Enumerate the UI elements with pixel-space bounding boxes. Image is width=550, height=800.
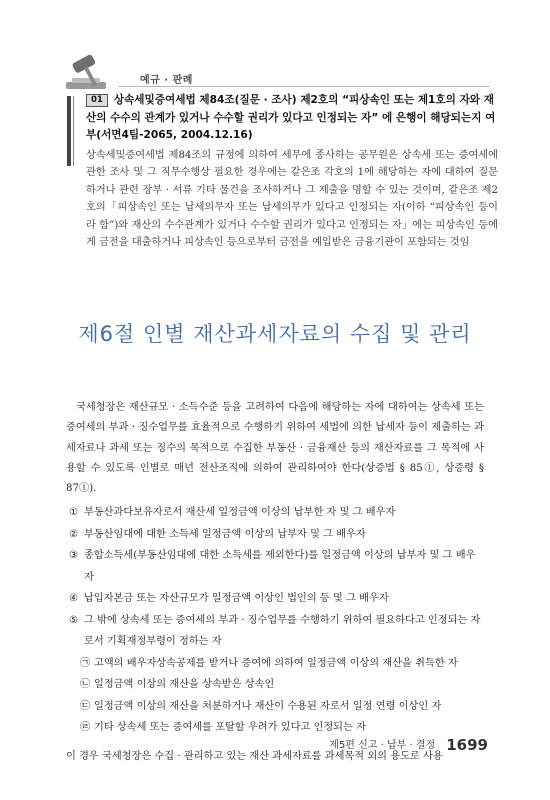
item-number: ④ <box>69 593 79 605</box>
list-item <box>66 524 484 546</box>
closing-paragraph: 이 경우 국세청장은 수집 · 관리하고 있는 재산 과세자료를 과세목적 외의 용도로 사용 <box>66 750 443 762</box>
ruling-number-badge: 01 <box>86 94 108 107</box>
list-item <box>66 696 484 718</box>
ruling-title: 상속세및증여세법 제84조(질문 · 조사) 제2호의 “피상속인 또는 제1호의 자와 재산의 수수의 관계가 있거나 수수할 권리가 있다고 인정되는 자” 에 은행이 해당되는지 여부(서면4팀-2065, 2004.12.16) <box>86 94 496 141</box>
intro-paragraph: 국세청장은 재산규모 · 소득수준 등을 고려하여 다음에 해당하는 자에 대하여는 상속세 또는 증여세의 부과 · 징수업무를 효율적으로 수행하기 위하여 세법에 의한 납세자 등이 제출하는 과세자료나 과세 또는 징수의 목적으로 수집한 부동산 · 금융재산 등의 재산자료를 그 목적에 사용할 수 있도록 인별로 매년 전산조직에 의하여 관리하여야 한다(상증법 § 85①, 상증령 § 87①). <box>66 402 484 495</box>
list-item <box>66 588 484 610</box>
subitem-number: ㉣ <box>80 722 91 734</box>
item-number: ② <box>69 528 79 540</box>
list-item <box>66 545 484 588</box>
ruling-bar-thin <box>73 96 74 166</box>
subitem-text: 일정금액 이상의 재산을 처분하거나 재산이 수용된 자로서 일정 연령 이상인 자 <box>94 700 442 712</box>
item-text: 그 밖에 상속세 또는 증여세의 부과 · 징수업무를 수행하기 위하여 필요하다고 인정되는 자로서 기획재정부령이 정하는 자 <box>84 614 481 648</box>
item-text: 부동산과다보유자로서 재산세 일정금액 이상의 납부한 자 및 그 배우자 <box>84 507 396 519</box>
ruling-body: 상속세및증여세법 제84조의 규정에 의하여 세무에 종사하는 공무원은 상속세 또는 증여세에 관한 조사 및 그 직무수행상 필요한 경우에는 같은조 각호의 1에 해당하는 자에 대하여 질문하거나 관련 장부 · 서류 기타 물건을 조사하거나 그 제출을 명할 수 있는 것이며, 같은조 제2호의「피상속인 또는 납세의무자 또는 납세의무가 있다고 인정되는 자(이하 “피상속인 등이라 함”)와 재산의 수수관계가 있거나 수수할 권리가 있다고 인정되는 자」에는 피상속인 등에게 금전을 대출하거나 피상속인 등으로부터 금전을 예입받은 금융기관이 포함되는 것임 <box>86 149 498 249</box>
subitem-list <box>66 653 484 739</box>
ruling-heading <box>66 92 498 145</box>
subitem-number: ㉡ <box>80 679 91 691</box>
subitem-text: 기타 상속세 또는 증여세를 포탈할 우려가 있다고 인정되는 자 <box>94 722 366 734</box>
main-content <box>66 398 484 767</box>
item-text: 종합소득세(부동산임대에 대한 소득세를 제외한다)를 일정금액 이상의 납부자 및 그 배우자 <box>84 550 476 583</box>
item-list <box>66 502 484 653</box>
list-item <box>66 653 484 675</box>
section-label: 예규 · 판례 <box>140 75 193 86</box>
item-text: 납입자본금 또는 자산규모가 일정금액 이상인 법인의 등 및 그 배우자 <box>84 593 389 605</box>
ruling-bar <box>67 96 71 166</box>
footer-section: 제5편 신고 · 납부 · 결정 <box>329 740 436 751</box>
chapter-title: 제6절 인별 재산과세자료의 수집 및 관리 <box>78 322 472 346</box>
item-number: ① <box>69 507 79 519</box>
item-text: 부동산임대에 대한 소득세 일정금액 이상의 납부자 및 그 배우자 <box>84 528 366 540</box>
ruling-block <box>66 92 498 252</box>
list-item <box>66 502 484 524</box>
gavel-icon <box>56 52 116 96</box>
subitem-number: ㉠ <box>80 657 91 669</box>
list-item <box>66 610 484 653</box>
header-rule <box>118 86 490 87</box>
item-number: ⑤ <box>69 614 79 626</box>
page-number: 1699 <box>446 736 488 754</box>
page-footer <box>329 735 488 754</box>
subitem-number: ㉢ <box>80 700 91 712</box>
list-item <box>66 674 484 696</box>
subitem-text: 고액의 배우자상속공제를 받거나 증여에 의하여 일정금액 이상의 재산을 취득한 자 <box>94 657 458 669</box>
item-number: ③ <box>69 550 79 562</box>
subitem-text: 일정금액 이상의 재산을 상속받은 상속인 <box>94 679 275 691</box>
